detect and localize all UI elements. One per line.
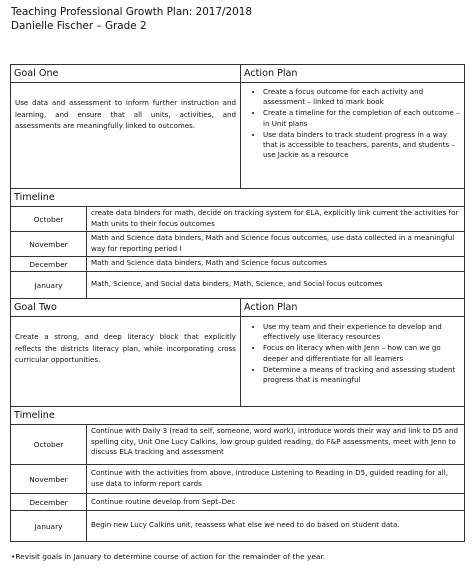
goal-one-action-header	[240, 65, 464, 83]
goal-two-description	[11, 317, 240, 407]
goal-two-month-october: October	[11, 425, 87, 465]
goal-one-actions	[240, 83, 464, 189]
page-subtitle: Danielle Fischer – Grade 2	[11, 20, 147, 32]
goal-one-month-text-december: Math and Science data binders, Math and Science focus outcomes	[87, 257, 464, 272]
goal-one-month-november: November	[11, 232, 87, 257]
goal-one-month-text-november: Math and Science data binders, Math and Science focus outcomes, use data collected in a meaningful way for reporting period I	[87, 232, 464, 257]
goal-two-month-text-october: Continue with Daily 3 (read to self, someone, word work), introduce words their way and link to D5 and spelling city, Unit One Lucy Calkins, low group guided reading, do F&P assessments, meet with Jenn to discuss ELA tracking and assessment	[87, 425, 464, 465]
goal-one-month-january: January	[11, 272, 87, 299]
goal-one-action-item: • Use data binders to track student progress in a way that is accessible to teachers, parents, and students – use Jackie as a resource	[263, 130, 460, 161]
goal-one-action-label: Action Plan	[244, 68, 298, 79]
goal-two-label: Goal Two	[14, 302, 57, 313]
goal-two-action-item: • Use my team and their experience to develop and effectively use literacy resources	[263, 322, 460, 342]
goal-one-action-item: • Create a focus outcome for each activity and assessment – linked to mark book	[263, 87, 460, 107]
page-title: Teaching Professional Growth Plan: 2017/2018	[11, 6, 252, 18]
goal-two-text: Create a strong, and deep literacy block that explicitly reflects the districts literacy plan, while incorporating cross curricular opportunities.	[15, 332, 236, 364]
goal-two-action-item: • Focus on literacy when with Jenn – how can we go deeper and differentiate for all learners	[263, 343, 460, 363]
goal-two-timeline-label: Timeline	[14, 410, 55, 421]
goal-two-header	[11, 299, 240, 317]
goal-two-timeline-header	[11, 407, 464, 425]
goal-two-month-text-january: Begin new Lucy Calkins unit, reassess what else we need to do based on student data.	[91, 520, 400, 529]
goal-two-actions	[240, 317, 464, 407]
goal-two-month-december: December	[11, 494, 87, 511]
goal-one-month-october: October	[11, 207, 87, 232]
goal-one-month-text-october: create data binders for math, decide on tracking system for ELA, explicitly link current the activities for Math units to their focus outcomes	[87, 207, 464, 232]
goal-one-month-text-january: Math, Science, and Social data binders, Math, Science, and Social focus outcomes	[87, 272, 464, 299]
goal-two-month-text-november: Continue with the activities from above, introduce Listening to Reading in D5, guided reading for all, use data to inform report cards	[87, 465, 464, 494]
goal-two-action-label: Action Plan	[244, 302, 298, 313]
goal-one-timeline-header	[11, 189, 464, 207]
goal-one-timeline-label: Timeline	[14, 192, 55, 203]
goal-two-month-text-december: Continue routine develop from Sept–Dec	[87, 494, 464, 511]
plan-table	[10, 64, 465, 542]
goal-one-month-december: December	[11, 257, 87, 272]
goal-two-month-january: January	[11, 511, 87, 541]
goal-two-action-header	[240, 299, 464, 317]
goal-two-month-november: November	[11, 465, 87, 494]
goal-two-action-item: • Determine a means of tracking and assessing student progress that is meaningful	[263, 365, 460, 385]
goal-one-text: Use data and assessment to inform further instruction and learning, and ensure that all units, activities, and assessments are meaningfully linked to outcomes.	[15, 98, 236, 130]
goal-one-action-item: • Create a timeline for the completion of each outcome – in Unit plans	[263, 108, 460, 128]
goal-one-description	[11, 83, 240, 189]
goal-one-header	[11, 65, 240, 83]
footer-note: •Revisit goals in January to determine course of action for the remainder of the year.	[11, 552, 326, 561]
goal-one-label: Goal One	[14, 68, 59, 79]
